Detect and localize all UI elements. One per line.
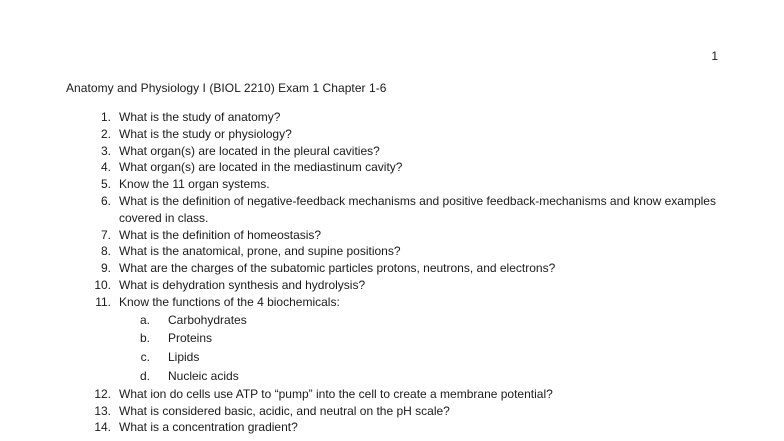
question-text: What is the definition of negative-feedback mechanisms and positive feedback-mechanisms and know examples covered in class. (119, 193, 716, 225)
question-text: Know the 11 organ systems. (119, 177, 270, 192)
sub-item-text: Nucleic acids (168, 368, 239, 383)
question-item (84, 126, 724, 143)
question-item (84, 386, 724, 403)
question-text: Know the functions of the 4 biochemicals: (119, 294, 340, 309)
question-text: What is dehydration synthesis and hydrolysis? (119, 277, 366, 292)
question-number: 13. (94, 403, 111, 418)
question-list (84, 109, 724, 436)
question-item (84, 277, 724, 294)
question-number: 9. (100, 261, 111, 276)
sub-item-letter: b. (139, 331, 150, 346)
question-text: What is the study or physiology? (119, 126, 292, 141)
question-text: What are the charges of the subatomic particles protons, neutrons, and electrons? (119, 261, 556, 276)
question-number: 12. (94, 386, 111, 401)
question-text: What is the definition of homeostasis? (119, 227, 322, 242)
sub-item-text: Proteins (168, 331, 213, 346)
question-number: 5. (100, 177, 111, 192)
document-title: Anatomy and Physiology I (BIOL 2210) Exam 1 Chapter 1-6 (66, 81, 387, 95)
question-item (84, 419, 724, 436)
sub-item-letter: c. (140, 350, 150, 365)
question-number: 10. (94, 277, 111, 292)
question-text: What organ(s) are located in the mediastinum cavity? (119, 160, 403, 175)
page-number: 1 (711, 49, 718, 63)
question-item (84, 143, 724, 160)
question-item (84, 243, 724, 260)
sub-item-text: Lipids (168, 350, 200, 365)
question-item (84, 176, 724, 193)
sub-item-letter: a. (139, 312, 150, 327)
question-number: 4. (100, 160, 111, 175)
question-number: 6. (100, 193, 111, 208)
question-number: 8. (100, 244, 111, 259)
question-text: What is the study of anatomy? (119, 110, 281, 124)
sub-item-letter: d. (139, 368, 150, 383)
sub-item (84, 311, 724, 330)
question-text: What is the anatomical, prone, and supine positions? (119, 244, 401, 259)
sub-item (84, 348, 724, 367)
question-number: 1. (100, 110, 111, 124)
question-number: 7. (100, 227, 111, 242)
question-text: What organ(s) are located in the pleural cavities? (119, 143, 380, 158)
question-number: 14. (94, 420, 111, 435)
question-item (84, 403, 724, 420)
question-item (84, 109, 724, 126)
question-number: 2. (100, 126, 111, 141)
question-text: What ion do cells use ATP to “pump” into the cell to create a membrane potential? (119, 386, 553, 401)
question-item (84, 227, 724, 244)
question-number: 3. (100, 143, 111, 158)
question-text: What is a concentration gradient? (119, 420, 298, 435)
sub-item (84, 367, 724, 386)
question-item (84, 294, 724, 311)
question-item (84, 159, 724, 176)
question-text: What is considered basic, acidic, and neutral on the pH scale? (119, 403, 450, 418)
question-item (84, 260, 724, 277)
question-number: 11. (95, 294, 111, 309)
sub-item-text: Carbohydrates (168, 312, 247, 327)
sub-item (84, 329, 724, 348)
question-item (84, 193, 724, 227)
